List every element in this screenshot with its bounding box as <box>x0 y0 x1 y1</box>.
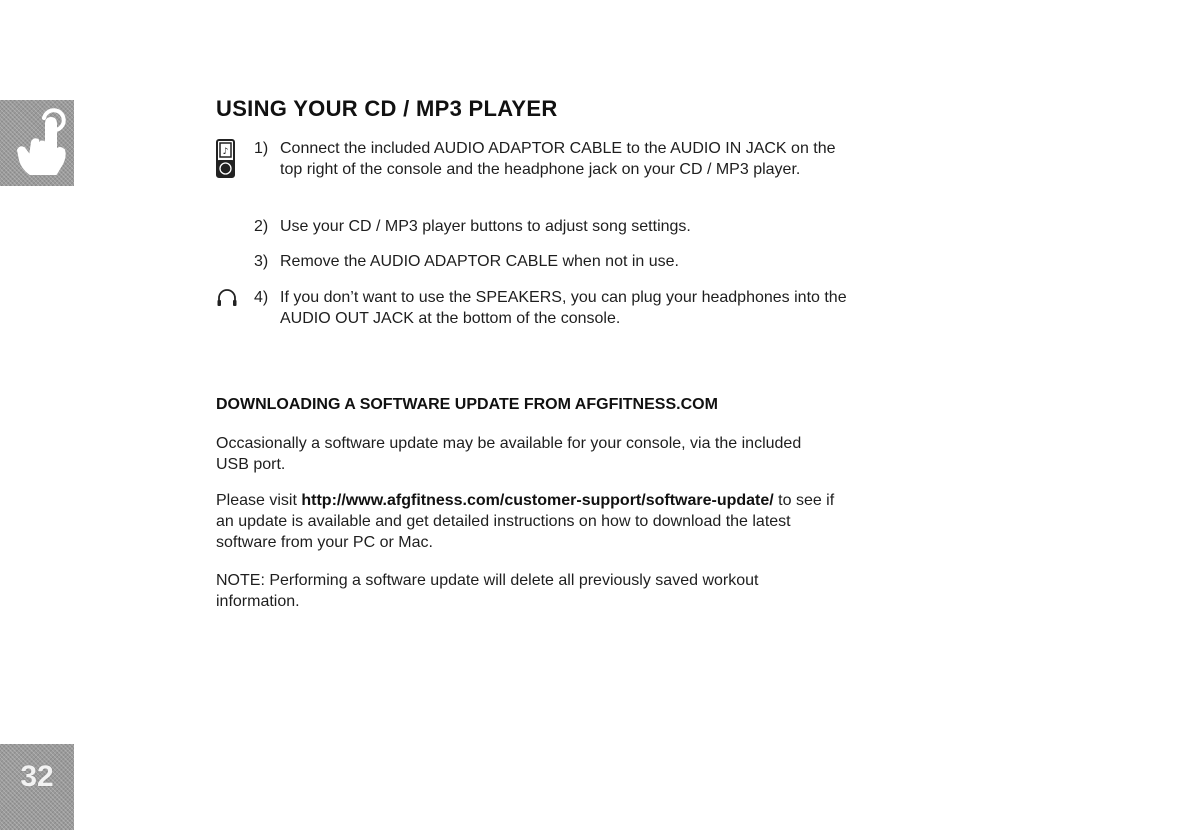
step-text: If you don’t want to use the SPEAKERS, you can plug your headphones into the AUDIO OUT JACK at the bottom of the console. <box>280 289 847 327</box>
paragraph-update-info: Occasionally a software update may be available for your console, via the included USB port. <box>216 435 802 473</box>
step-4 <box>216 287 856 329</box>
step-number: 1) <box>254 140 269 157</box>
step-number: 3) <box>254 253 269 270</box>
headphones-icon <box>216 288 238 308</box>
page-number-tab <box>0 744 74 830</box>
step-1 <box>216 138 856 201</box>
paragraph-visit <box>216 490 836 553</box>
step-text: Connect the included AUDIO ADAPTOR CABLE to the AUDIO IN JACK on the top right of the console and the headphone jack on your CD / MP3 player. <box>280 140 836 178</box>
paragraph-text: to see if an update is available and get detailed instructions on how to download the latest software from your PC or Mac. <box>216 492 835 551</box>
hand-pointer-icon <box>6 106 70 180</box>
paragraph-note: NOTE: Performing a software update will delete all previously saved workout information. <box>216 572 759 610</box>
paragraph-text: Please visit <box>216 492 302 509</box>
step-number: 2) <box>254 218 269 235</box>
step-text: Use your CD / MP3 player buttons to adjust song settings. <box>280 218 691 235</box>
mp3-player-icon <box>216 139 236 179</box>
page-number: 32 <box>20 760 54 793</box>
svg-text:♪: ♪ <box>222 147 229 157</box>
step-text: Remove the AUDIO ADAPTOR CABLE when not in use. <box>280 253 679 270</box>
section-tab <box>0 100 74 186</box>
section-heading: DOWNLOADING A SOFTWARE UPDATE FROM AFGFITNESS.COM <box>216 396 718 413</box>
section-title: USING YOUR CD / MP3 PLAYER <box>216 96 558 121</box>
update-url-link[interactable]: http://www.afgfitness.com/customer-support/software-update/ <box>301 492 774 509</box>
step-number: 4) <box>254 289 269 306</box>
